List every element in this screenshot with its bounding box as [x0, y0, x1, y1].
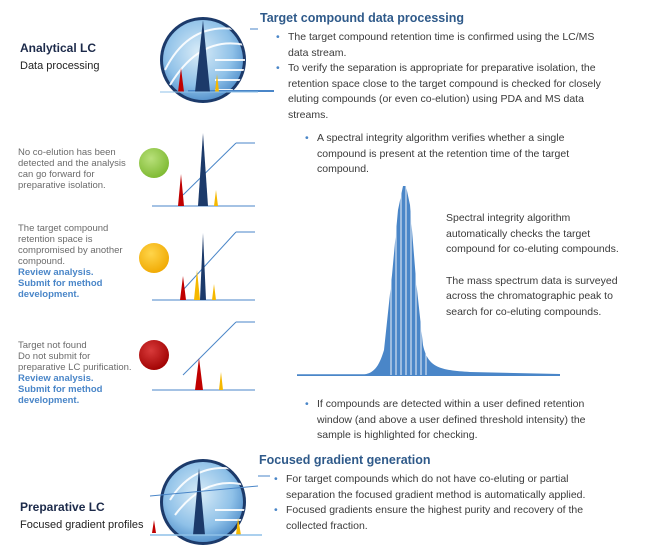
bullet-line: data stream.	[288, 46, 347, 59]
note-line: search for co-eluting compounds.	[446, 305, 602, 318]
bullet-line: compound is present at the retention time of the target	[317, 147, 570, 160]
status-line: compound.	[18, 256, 66, 267]
bullet-line: • A spectral integrity algorithm verifies whether a single	[317, 132, 565, 144]
status-link: Review analysis.	[18, 373, 94, 384]
focused-bullets	[274, 472, 644, 534]
bullet-line: separation the focused gradient method is automatically applied.	[286, 488, 586, 501]
status-link: Submit for method	[18, 384, 103, 395]
bullet-line: streams.	[288, 108, 329, 121]
preparative-lc-title: Preparative LC	[20, 500, 105, 514]
status-line: No co-elution has been	[18, 147, 116, 158]
note-line: Spectral integrity algorithm	[446, 212, 571, 224]
spectral-note	[446, 211, 651, 320]
status-line: preparative LC purification.	[18, 362, 132, 373]
analytical-lc-disc-icon	[160, 17, 274, 103]
red-status-icon	[139, 340, 169, 370]
status-link: Review analysis.	[18, 267, 94, 278]
bullet-item	[274, 472, 644, 503]
bullet-line: collected fraction.	[286, 519, 368, 532]
yellow-status-icon	[139, 243, 169, 273]
bullet-item	[276, 30, 636, 61]
status-line: detected and the analysis	[18, 158, 126, 169]
bullet-line: retention space close to the target compound is checked for closely	[288, 77, 601, 90]
preparative-lc-disc-icon	[150, 459, 262, 545]
target-section-title: Target compound data processing	[260, 11, 464, 25]
spectral-sub-bullet	[305, 131, 625, 178]
green-status-icon	[139, 148, 169, 178]
bullet-item	[274, 503, 644, 534]
coelution-bullet	[305, 397, 635, 444]
status-line: preparative isolation.	[18, 180, 106, 191]
bullet-line: • To verify the separation is appropriate for preparative isolation, the	[288, 62, 596, 74]
note-line: automatically checks the target	[446, 227, 591, 240]
bullet-line: • If compounds are detected within a user defined retention	[317, 398, 585, 410]
analytical-lc-subtitle: Data processing	[20, 60, 100, 72]
preparative-lc-subtitle: Focused gradient profiles	[20, 519, 144, 531]
target-bullets	[276, 30, 636, 123]
focused-section-title: Focused gradient generation	[259, 453, 431, 467]
status-link: Submit for method	[18, 278, 103, 289]
status-line: Target not found	[18, 340, 87, 351]
bullet-line: • The target compound retention time is confirmed using the LC/MS	[288, 31, 595, 43]
bullet-line: • Focused gradients ensure the highest purity and recovery of the	[286, 504, 584, 516]
bullet-line: sample is highlighted for checking.	[317, 429, 478, 441]
bullet-line: • For target compounds which do not have co-eluting or partial	[286, 473, 569, 485]
analytical-lc-title: Analytical LC	[20, 41, 97, 55]
bullet-line: eluting compounds (or even co-elution) using PDA and MS data	[288, 93, 584, 105]
status-line: The target compound	[18, 223, 109, 234]
bullet-line: compound.	[317, 163, 369, 175]
status-line: compromised by another	[18, 245, 123, 256]
bullet-item	[276, 61, 636, 123]
status-line: retention space is	[18, 234, 93, 245]
bullet-item	[305, 131, 625, 178]
status-link: development.	[18, 289, 80, 300]
note-line: compound for co-eluting compounds.	[446, 243, 619, 255]
status-line: can go forward for	[18, 169, 95, 180]
status-link: development.	[18, 395, 80, 406]
bullet-line: window (and above a user defined threshold intensity) the	[317, 413, 586, 426]
note-line: The mass spectrum data is surveyed	[446, 274, 618, 287]
bullet-item	[305, 397, 635, 444]
status-line: Do not submit for	[18, 351, 91, 362]
note-line: across the chromatographic peak to	[446, 290, 613, 302]
